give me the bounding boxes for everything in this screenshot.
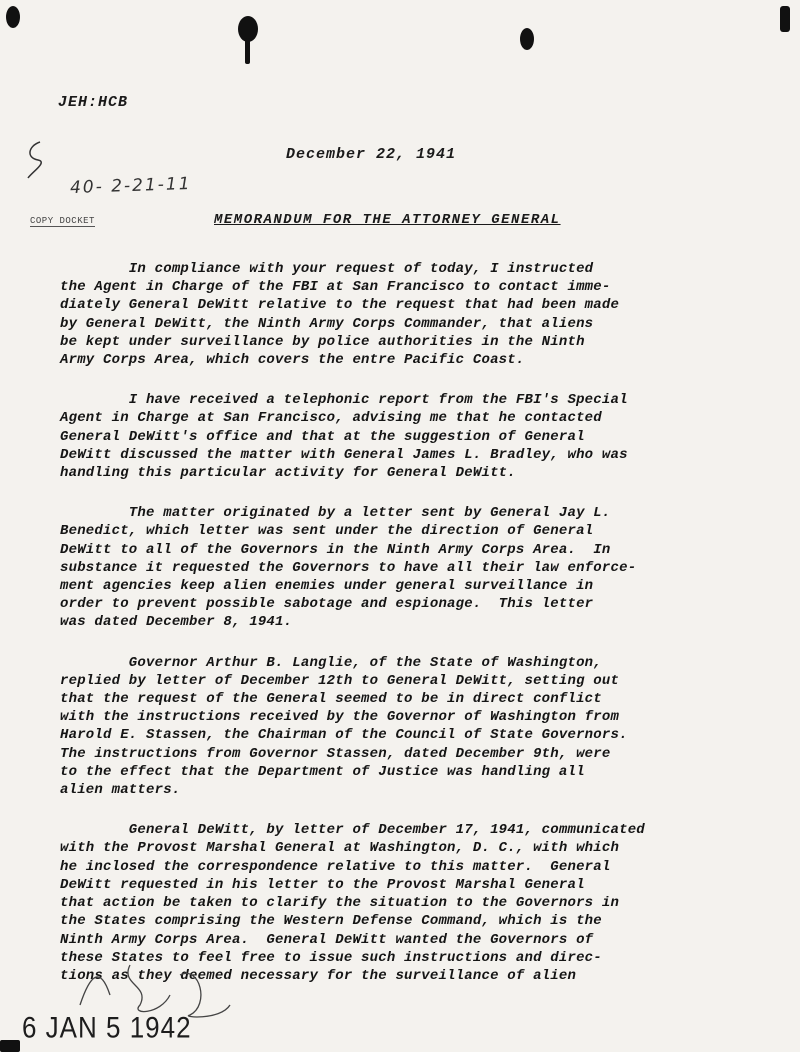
paragraph <box>60 260 770 369</box>
text-line: DeWitt discussed the matter with General James L. Bradley, who was <box>60 446 628 463</box>
left-margin-stamp: COPY DOCKET <box>30 216 95 226</box>
text-line: The matter originated by a letter sent by General Jay L. <box>60 505 611 522</box>
memo-title: MEMORANDUM FOR THE ATTORNEY GENERAL <box>214 212 561 228</box>
text-line: to the effect that the Department of Justice was handling all <box>60 763 585 780</box>
text-line: be kept under surveillance by police authorities in the Ninth <box>60 333 585 350</box>
text-line: DeWitt to all of the Governors in the Ninth Army Corps Area. In <box>60 541 611 558</box>
text-line: Army Corps Area, which covers the entre Pacific Coast. <box>60 352 525 369</box>
text-line: with the Provost Marshal General at Washington, D. C., with which <box>60 840 620 857</box>
text-line: with the instructions received by the Governor of Washington from <box>60 709 620 726</box>
text-line: ment agencies keep alien enemies under general surveillance in <box>60 578 594 595</box>
corner-mark-right <box>780 6 790 32</box>
punch-hole-mark-right <box>520 28 534 50</box>
text-line: was dated December 8, 1941. <box>60 614 293 631</box>
text-line: DeWitt requested in his letter to the Provost Marshal General <box>60 876 585 893</box>
paragraph <box>60 391 770 482</box>
paragraph <box>60 504 770 631</box>
text-line: Agent in Charge at San Francisco, advising me that he contacted <box>60 410 602 427</box>
text-line: the Agent in Charge of the FBI at San Francisco to contact imme- <box>60 279 611 296</box>
text-line: In compliance with your request of today, I instructed <box>60 261 594 277</box>
text-line: Ninth Army Corps Area. General DeWitt wanted the Governors of <box>60 931 594 948</box>
text-line: Benedict, which letter was sent under the direction of General <box>60 523 594 540</box>
text-line: the States comprising the Western Defense Command, which is the <box>60 913 602 930</box>
text-line: he inclosed the correspondence relative to this matter. General <box>60 858 611 875</box>
received-date-stamp: 6 JAN 5 1942 <box>22 1010 192 1045</box>
text-line: The instructions from Governor Stassen, dated December 9th, were <box>60 745 611 762</box>
text-line: General DeWitt, by letter of December 17, 1941, communicated <box>60 822 645 839</box>
text-line: Harold E. Stassen, the Chairman of the Council of State Governors. <box>60 727 628 744</box>
text-line: handling this particular activity for General DeWitt. <box>60 465 516 482</box>
memo-date: December 22, 1941 <box>286 146 457 163</box>
text-line: General DeWitt's office and that at the suggestion of General <box>60 428 585 445</box>
text-line: that action be taken to clarify the situation to the Governors in <box>60 895 620 912</box>
corner-mark-bottom <box>0 1040 20 1052</box>
text-line: that the request of the General seemed to be in direct conflict <box>60 691 602 708</box>
handwritten-margin-mark <box>18 138 58 198</box>
memo-body <box>60 260 770 1007</box>
text-line: diately General DeWitt relative to the request that had been made <box>60 297 620 314</box>
handwritten-file-number: 40- 2-21-11 <box>69 173 192 199</box>
punch-hole-mark-left <box>6 6 20 28</box>
text-line: replied by letter of December 12th to General DeWitt, setting out <box>60 672 620 689</box>
text-line: substance it requested the Governors to have all their law enforce- <box>60 559 637 576</box>
text-line: order to prevent possible sabotage and espionage. This letter <box>60 596 594 613</box>
text-line: by General DeWitt, the Ninth Army Corps Commander, that aliens <box>60 315 594 332</box>
text-line: Governor Arthur B. Langlie, of the State of Washington, <box>60 654 602 671</box>
text-line: these States to feel free to issue such instructions and direc- <box>60 949 602 966</box>
paragraph <box>60 654 770 800</box>
text-line: alien matters. <box>60 782 181 799</box>
punch-hole-stem <box>245 38 250 64</box>
typist-initials: JEH:HCB <box>58 94 129 111</box>
text-line: tions as they deemed necessary for the surveillance of alien <box>60 967 577 984</box>
text-line: I have received a telephonic report from the FBI's Special <box>60 392 628 409</box>
